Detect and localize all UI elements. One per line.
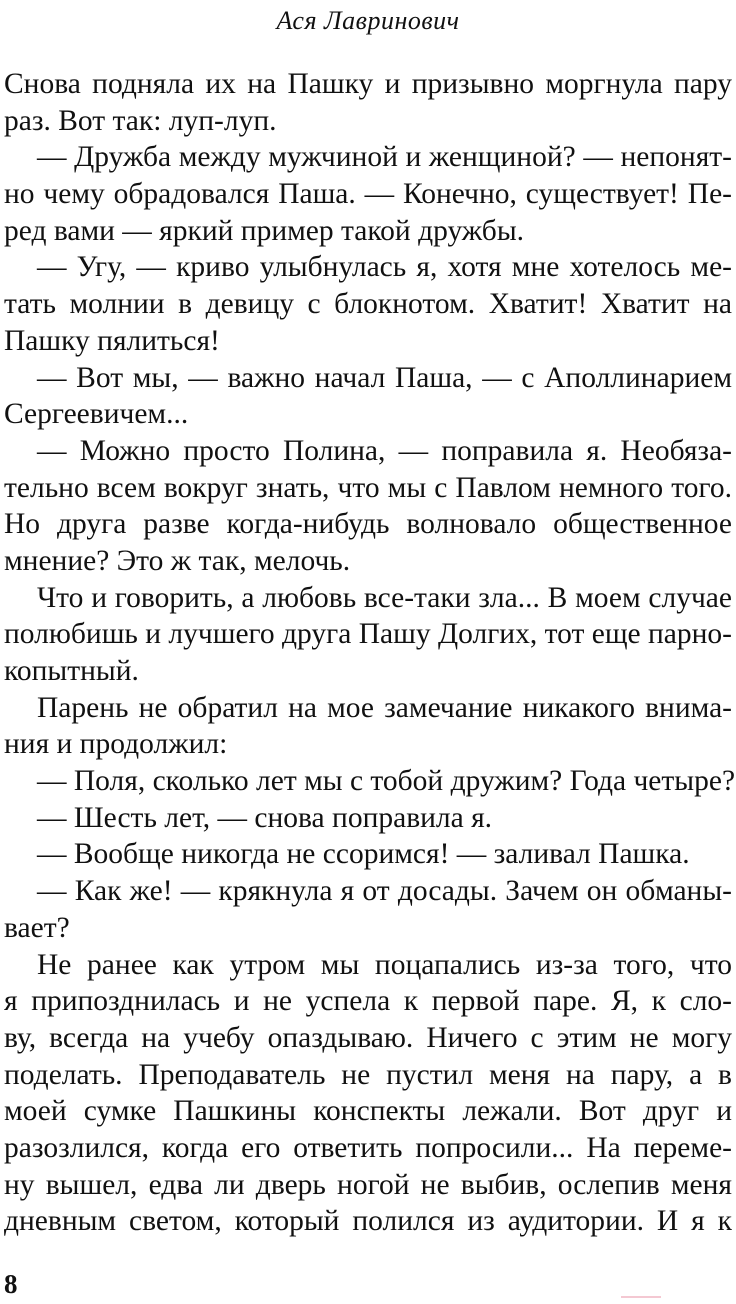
text-line: дневным светом, который полился из аудитории. И я к [4,1205,732,1238]
page-text-body [4,66,736,1240]
text-line: Что и говорить, а любовь все-таки зла... В моем случае [37,581,732,614]
text-line: моей сумке Пашкины конспекты лежали. Вот друг и [4,1095,732,1128]
text-line: но чему обрадовался Паша. — Конечно, существует! Пе- [4,178,732,211]
text-line: поделать. Преподаватель не пустил меня на пару, а в [4,1058,732,1091]
text-line: — Как же! — крякнула я от досады. Зачем он обманы- [37,875,732,908]
text-line: — Поля, сколько лет мы с тобой дружим? Года четыре? [37,765,736,798]
text-line: Парень не обратил на мое замечание никакого внима- [37,691,732,724]
text-line: полюбишь и лучшего друга Пашу Долгих, тот еще парно- [4,618,732,651]
text-line: раз. Вот так: луп-луп. [4,104,277,137]
text-line: ния и продолжил: [4,728,228,761]
text-line: — Дружба между мужчиной и женщиной? — непонят- [37,141,732,174]
text-line: копытный. [4,655,139,687]
page-number: 8 [4,1269,18,1299]
text-line: Не ранее как утром мы поцапались из-за того, что [37,948,732,981]
text-line: ву, всегда на учебу опаздываю. Ничего с этим не могу [4,1021,732,1054]
running-head-author: Ася Лавринович [276,6,460,35]
text-line: — Угу, — криво улыбнулась я, хотя мне хотелось ме- [37,251,732,284]
text-line: разозлился, когда его ответить попросили... На переме- [4,1131,732,1164]
text-line: Снова подняла их на Пашку и призывно моргнула пару [4,68,732,100]
text-line: вает? [4,911,70,944]
text-line: Сергеевичем... [4,398,189,431]
text-line: — Вообще никогда не ссоримся! — заливал Пашка. [37,838,690,871]
text-line: Пашку пялиться! [4,324,220,357]
text-line: — Шесть лет, — снова поправила я. [37,801,493,834]
text-line: — Можно просто Полина, — поправила я. Необяза- [37,434,732,467]
scan-mark [621,1296,661,1298]
text-line: — Вот мы, — важно начал Паша, — с Аполлинарием [37,361,732,394]
text-line: я припозднилась и не успела к первой паре. Я, к сло- [4,985,732,1018]
text-line: мнение? Это ж так, мелочь. [4,544,351,577]
text-line: ред вами — яркий пример такой дружбы. [4,214,525,247]
text-line: ну вышел, едва ли дверь ногой не выбив, ослепив меня [4,1168,732,1201]
text-line: тельно всем вокруг знать, что мы с Павлом немного того. [4,471,732,504]
text-line: Но друга разве когда-нибудь волновало общественное [4,508,732,541]
text-line: тать молнии в девицу с блокнотом. Хватит! Хватит на [4,288,732,321]
